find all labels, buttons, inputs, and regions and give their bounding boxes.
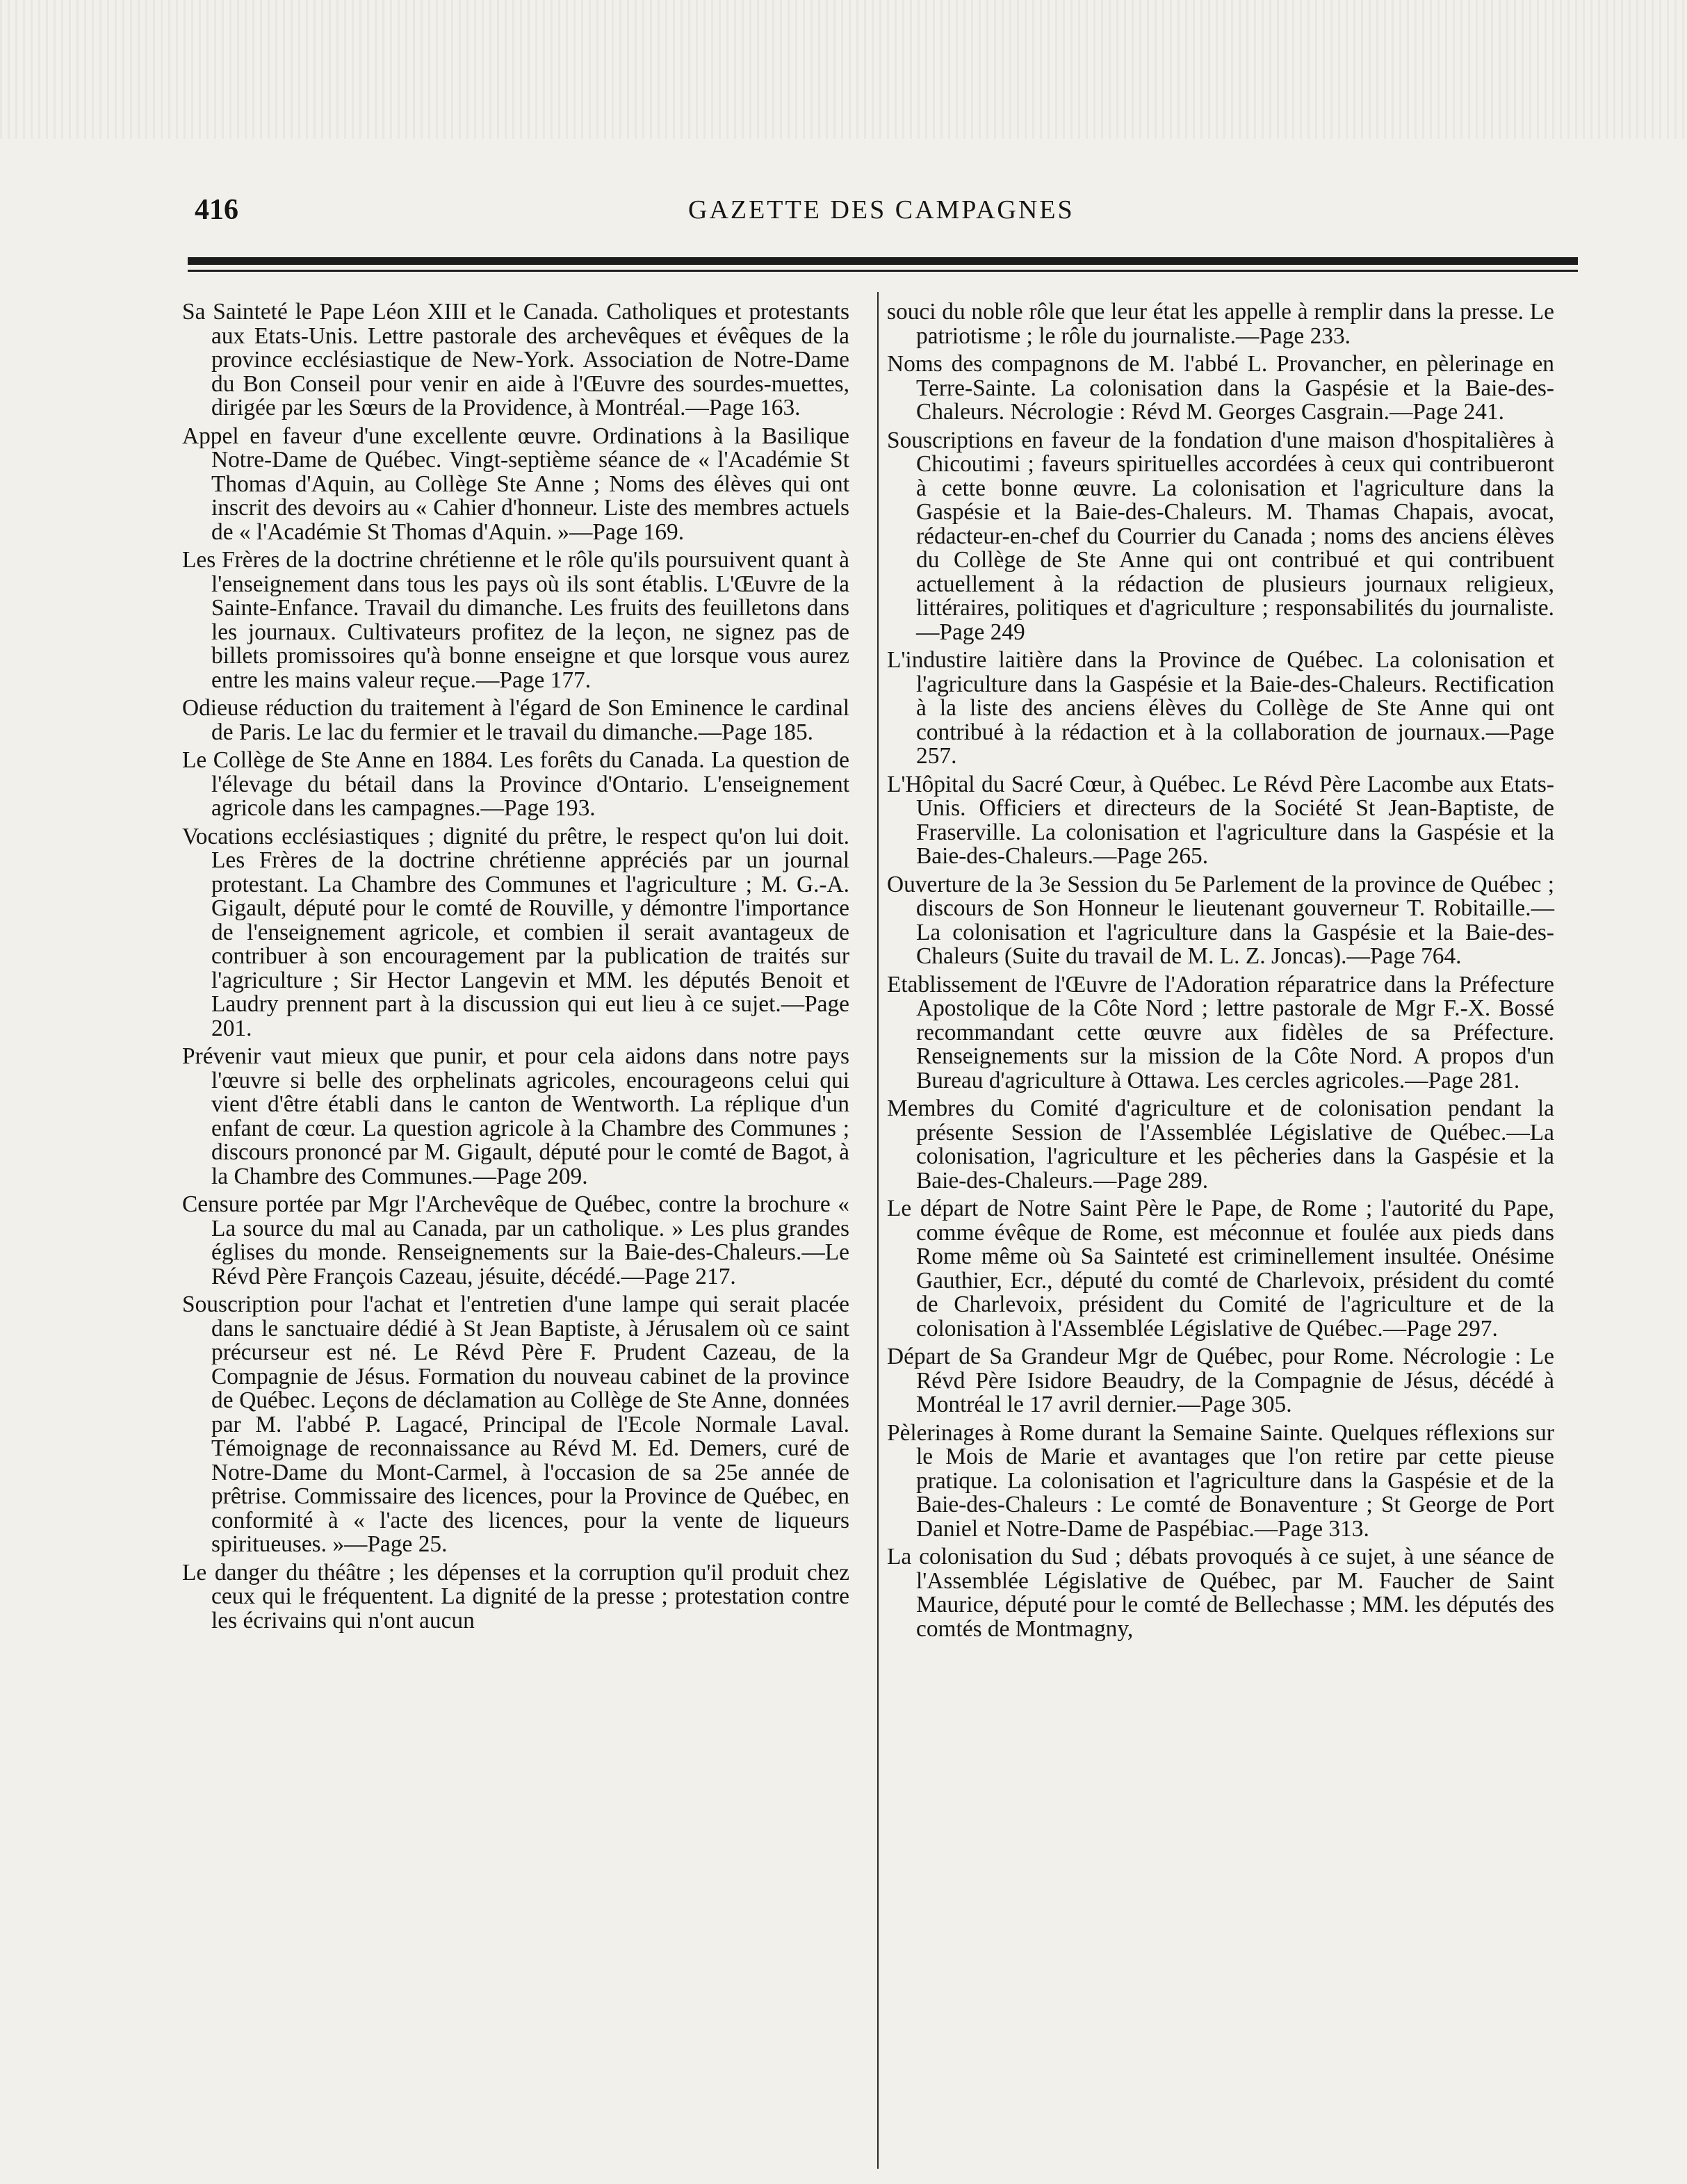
column-divider xyxy=(877,292,879,2169)
index-entry: Prévenir vaut mieux que punir, et pour cela aidons dans notre pays l'œuvre si belle des orphelinats agricoles, encourageons celui qui vient d'être établi dans le canton de Wentworth. La réplique d'un enfant de cœur. La question agricole à la Chambre des Communes ; discours prononcé par M. Gigault, député pour le comté de Bagot, à la Chambre des Communes.—Page 209. xyxy=(182,1043,849,1189)
page-number: 416 xyxy=(195,194,238,226)
index-entry: Sa Sainteté le Pape Léon XIII et le Canada. Catholiques et protestants aux Etats-Unis. Lettre pastorale des archevêques et évêques de la province ecclésiastique de New-York. Association de Notre-Dame du Bon Conseil pour venir en aide à l'Œuvre des sourdes-muettes, dirigée par les Sœurs de la Providence, à Montréal.—Page 163. xyxy=(182,299,849,421)
index-entry: Ouverture de la 3e Session du 5e Parlement de la province de Québec ; discours de Son Honneur le lieutenant gouverneur T. Robitaille.—La colonisation et l'agriculture dans la Gaspésie et la Baie-des-Chaleurs (Suite du travail de M. L. Z. Joncas).—Page 764. xyxy=(887,871,1554,969)
index-entry: La colonisation du Sud ; débats provoqués à ce sujet, à une séance de l'Assemblée Législative de Québec, par M. Faucher de Saint Maurice, député pour le comté de Bellechasse ; MM. les députés des comtés de Montmagny, xyxy=(887,1544,1554,1642)
left-column xyxy=(182,300,849,1637)
index-entry: Vocations ecclésiastiques ; dignité du prêtre, le respect qu'on lui doit. Les Frères de la doctrine chrétienne appréciés par un journal protestant. La Chambre des Communes et l'agriculture ; M. G.-A. Gigault, député pour le comté de Rouville, y démontre l'importance de l'enseignement agricole, et combien il serait avantageux de contribuer à son encouragement par la publication de traités sur l'agriculture ; Sir Hector Langevin et MM. les députés Benoit et Laudry prennent part à la discussion qui eut lieu à ce sujet.—Page 201. xyxy=(182,823,849,1041)
running-title: GAZETTE DES CAMPAGNES xyxy=(688,195,1075,225)
index-entry: Censure portée par Mgr l'Archevêque de Québec, contre la brochure « La source du mal au Canada, par un catholique. » Les plus grandes églises du monde. Renseignements sur la Baie-des-Chaleurs.—Le Révd Père François Cazeau, jésuite, décédé.—Page 217. xyxy=(182,1191,849,1289)
index-entry: Membres du Comité d'agriculture et de colonisation pendant la présente Session de l'Assemblée Législative de Québec.—La colonisation, l'agriculture et les pêcheries dans la Gaspésie et la Baie-des-Chaleurs.—Page 289. xyxy=(887,1095,1554,1193)
header-rule-thin xyxy=(188,270,1578,272)
index-entry: Souscriptions en faveur de la fondation d'une maison d'hospitalières à Chicoutimi ; faveurs spirituelles accordées à ceux qui contribueront à cette bonne œuvre. La colonisation et l'agriculture dans la Gaspésie et la Baie-des-Chaleurs. M. Thamas Chapais, avocat, rédacteur-en-chef du Courrier du Canada ; noms des anciens élèves du Collège de Ste Anne qui ont contribué et qui contribuent actuellement à la rédaction de plusieurs journaux religieux, littéraires, politiques et d'agriculture ; responsabilités du journaliste.—Page 249 xyxy=(887,427,1554,645)
index-entry: L'industire laitière dans la Province de Québec. La colonisation et l'agriculture dans la Gaspésie et la Baie-des-Chaleurs. Rectification à la liste des anciens élèves du Collège de Ste Anne qui ont contribué à la rédaction et à la collaboration de journaux.—Page 257. xyxy=(887,647,1554,769)
index-entry: Le Collège de Ste Anne en 1884. Les forêts du Canada. La question de l'élevage du bétail dans la Province d'Ontario. L'enseignement agricole dans les campagnes.—Page 193. xyxy=(182,747,849,821)
index-entry: Le départ de Notre Saint Père le Pape, de Rome ; l'autorité du Pape, comme évêque de Rome, est méconnue et foulée aux pieds dans Rome même où Sa Sainteté est criminellement insultée. Onésime Gauthier, Ecr., député du comté de Charlevoix, président du comté de Charlevoix, président du Comité de l'agriculture et de la colonisation à l'Assemblée Législative de Québec.—Page 297. xyxy=(887,1196,1554,1342)
index-entry: Le danger du théâtre ; les dépenses et la corruption qu'il produit chez ceux qui le fréquentent. La dignité de la presse ; protestation contre les écrivains qui n'ont aucun xyxy=(182,1559,849,1633)
index-entry: Noms des compagnons de M. l'abbé L. Provancher, en pèlerinage en Terre-Sainte. La colonisation dans la Gaspésie et la Baie-des-Chaleurs. Nécrologie : Révd M. Georges Casgrain.—Page 241. xyxy=(887,351,1554,425)
header-rule-thick xyxy=(188,257,1578,265)
index-entry: Appel en faveur d'une excellente œuvre. Ordinations à la Basilique Notre-Dame de Québec. Vingt-septième séance de « l'Académie St Thomas d'Aquin, au Collège Ste Anne ; Noms des élèves qui ont inscrit des devoirs au « Cahier d'honneur. Liste des membres actuels de « l'Académie St Thomas d'Aquin. »—Page 169. xyxy=(182,423,849,545)
page-header xyxy=(188,193,1564,235)
index-entry: Odieuse réduction du traitement à l'égard de Son Eminence le cardinal de Paris. Le lac du fermier et le travail du dimanche.—Page 185. xyxy=(182,695,849,745)
right-column xyxy=(887,300,1554,1645)
index-entry: Etablissement de l'Œuvre de l'Adoration réparatrice dans la Préfecture Apostolique de la Côte Nord ; lettre pastorale de Mgr F.-X. Bossé recommandant cette œuvre aux fidèles de sa Préfecture. Renseignements sur la mission de la Côte Nord. A propos d'un Bureau d'agriculture à Ottawa. Les cercles agricoles.—Page 281. xyxy=(887,971,1554,1093)
index-entry: souci du noble rôle que leur état les appelle à remplir dans la presse. Le patriotisme ; le rôle du journaliste.—Page 233. xyxy=(887,299,1554,349)
index-entry: Les Frères de la doctrine chrétienne et le rôle qu'ils poursuivent quant à l'enseignement dans tous les pays où ils sont établis. L'Œuvre de la Sainte-Enfance. Travail du dimanche. Les fruits des feuilletons dans les journaux. Cultivateurs profitez de la leçon, ne signez pas de billets promissoires qu'à bonne enseigne et que lorsque vous aurez entre les mains valeur reçue.—Page 177. xyxy=(182,547,849,693)
index-entry: L'Hôpital du Sacré Cœur, à Québec. Le Révd Père Lacombe aux Etats-Unis. Officiers et directeurs de la Société St Jean-Baptiste, de Fraserville. La colonisation et l'agriculture dans la Gaspésie et la Baie-des-Chaleurs.—Page 265. xyxy=(887,771,1554,869)
index-entry: Pèlerinages à Rome durant la Semaine Sainte. Quelques réflexions sur le Mois de Marie et avantages que l'on retire par cette pieuse pratique. La colonisation et l'agriculture dans la Gaspésie et de la Baie-des-Chaleurs : Le comté de Bonaventure ; St George de Port Daniel et Notre-Dame de Paspébiac.—Page 313. xyxy=(887,1419,1554,1542)
index-entry: Départ de Sa Grandeur Mgr de Québec, pour Rome. Nécrologie : Le Révd Père Isidore Beaudry, de la Compagnie de Jésus, décédé à Montréal le 17 avril dernier.—Page 305. xyxy=(887,1344,1554,1417)
index-entry: Souscription pour l'achat et l'entretien d'une lampe qui serait placée dans le sanctuaire dédié à St Jean Baptiste, à Jérusalem où ce saint précurseur est né. Le Révd Père F. Prudent Cazeau, de la Compagnie de Jésus. Formation du nouveau cabinet de la province de Québec. Leçons de déclamation au Collège de Ste Anne, données par M. l'abbé P. Lagacé, Principal de l'Ecole Normale Laval. Témoignage de reconnaissance au Révd M. Ed. Demers, curé de Notre-Dame du Mont-Carmel, à l'occasion de sa 25e année de prêtrise. Commissaire des licences, pour la Province de Québec, en conformité à « l'acte des licences, pour la vente de liqueurs spiritueuses. »—Page 25. xyxy=(182,1291,849,1557)
scan-noise xyxy=(0,0,1687,139)
